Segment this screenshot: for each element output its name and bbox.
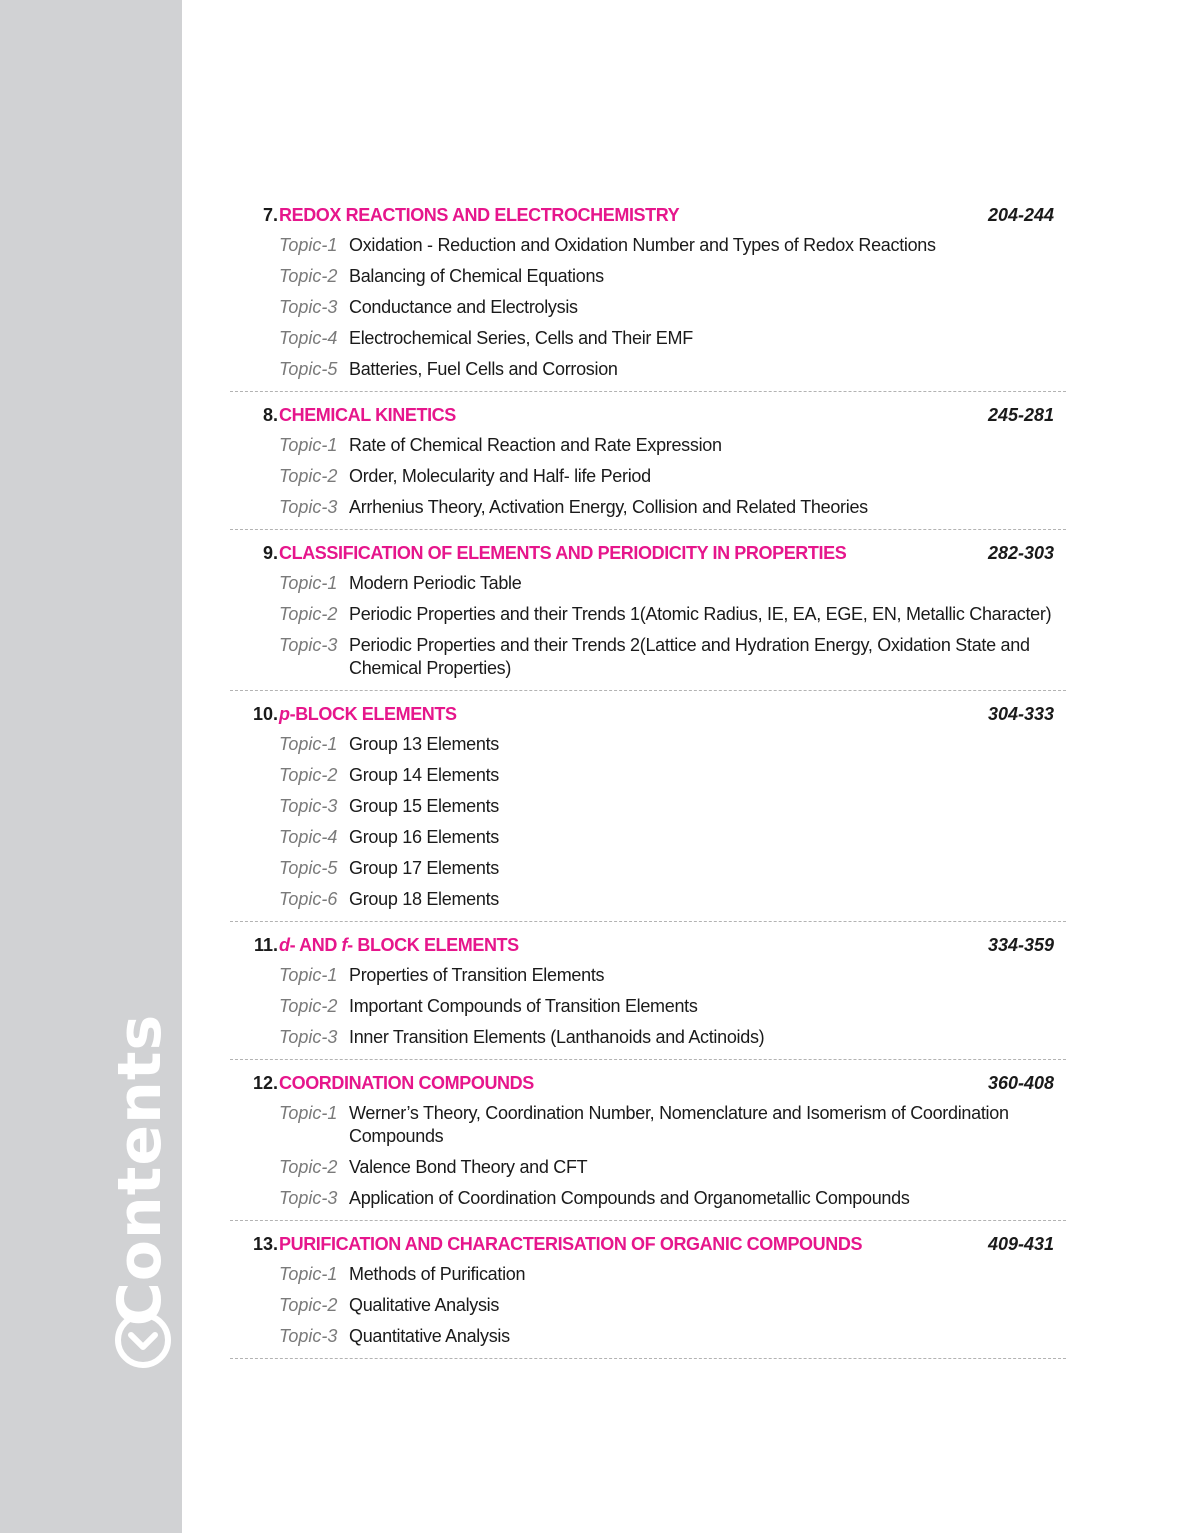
topic-label: Topic-6: [279, 889, 338, 909]
chapter-title-part: - AND: [289, 934, 342, 955]
chapter-number: 11.: [253, 934, 278, 955]
topic-label: Topic-1: [279, 1103, 338, 1123]
topic-text: Balancing of Chemical Equations: [349, 266, 604, 286]
chapter-number: 9.: [262, 542, 278, 563]
topic-row[interactable]: [230, 884, 1066, 915]
table-of-contents: [230, 200, 1066, 1359]
topic-label: Topic-1: [279, 235, 338, 255]
topic-label: Topic-4: [279, 328, 338, 348]
chapter-section: [230, 200, 1066, 392]
chapter-pages: 282-303: [987, 542, 1054, 563]
topic-label: Topic-3: [279, 297, 338, 317]
topic-text: Periodic Properties and their Trends 2(Lattice and Hydration Energy, Oxidation State and Chemical Properties): [349, 635, 1030, 678]
topic-label: Topic-3: [279, 1188, 338, 1208]
chapter-title-italic: p: [279, 703, 290, 724]
topic-text: Werner’s Theory, Coordination Number, Nomenclature and Isomerism of Coordination Compounds: [349, 1103, 1009, 1146]
topic-row[interactable]: [230, 1098, 1066, 1152]
topic-text: Quantitative Analysis: [349, 1326, 510, 1346]
topic-label: Topic-5: [279, 858, 338, 878]
topic-text: Batteries, Fuel Cells and Corrosion: [349, 359, 618, 379]
topic-text: Group 17 Elements: [349, 858, 499, 878]
topic-label: Topic-2: [279, 604, 338, 624]
topic-row[interactable]: [230, 599, 1066, 630]
topic-text: Group 15 Elements: [349, 796, 499, 816]
topic-label: Topic-4: [279, 827, 338, 847]
topic-label: Topic-2: [279, 266, 338, 286]
topic-text: Application of Coordination Compounds and Organometallic Compounds: [349, 1188, 910, 1208]
topic-row[interactable]: [230, 791, 1066, 822]
chapter-title: [279, 704, 457, 725]
topic-text: Inner Transition Elements (Lanthanoids and Actinoids): [349, 1027, 765, 1047]
chapter-pages: 204-244: [987, 204, 1054, 225]
topic-label: Topic-3: [279, 635, 338, 655]
chapter-heading[interactable]: [230, 538, 1066, 568]
topic-label: Topic-1: [279, 435, 338, 455]
chapter-title-text: CLASSIFICATION OF ELEMENTS AND PERIODICITY IN PROPERTIES: [279, 542, 847, 563]
chapter-section: [230, 530, 1066, 691]
chapter-title: [279, 543, 846, 564]
topic-label: Topic-3: [279, 1326, 338, 1346]
topic-label: Topic-1: [279, 734, 338, 754]
topic-text: Electrochemical Series, Cells and Their EMF: [349, 328, 693, 348]
topic-row[interactable]: [230, 230, 1066, 261]
chapter-number: 12.: [252, 1072, 278, 1093]
chapter-section: [230, 1060, 1066, 1221]
chapter-pages: 409-431: [987, 1233, 1054, 1254]
topic-row[interactable]: [230, 960, 1066, 991]
sidebar-title: Contents: [105, 1013, 175, 1327]
topic-label: Topic-1: [279, 573, 338, 593]
chapter-heading[interactable]: [230, 1229, 1066, 1259]
topic-text: Oxidation - Reduction and Oxidation Number and Types of Redox Reactions: [349, 235, 936, 255]
chapter-pages: 334-359: [987, 934, 1054, 955]
topic-row[interactable]: [230, 1022, 1066, 1053]
chapter-pages: 245-281: [987, 404, 1054, 425]
chapter-heading[interactable]: [230, 400, 1066, 430]
chapter-title-text: COORDINATION COMPOUNDS: [279, 1072, 534, 1093]
topic-row[interactable]: [230, 1152, 1066, 1183]
chapter-title: [279, 935, 519, 956]
chapter-title-part: - BLOCK ELEMENTS: [347, 934, 519, 955]
chapter-section: [230, 691, 1066, 922]
chapter-heading[interactable]: [230, 699, 1066, 729]
topic-text: Group 16 Elements: [349, 827, 499, 847]
topic-row[interactable]: [230, 1290, 1066, 1321]
chapter-pages: 304-333: [987, 703, 1054, 724]
sidebar: [0, 0, 182, 1533]
topic-text: Group 18 Elements: [349, 889, 499, 909]
chapter-section: [230, 1221, 1066, 1359]
topic-row[interactable]: [230, 323, 1066, 354]
chapter-heading[interactable]: [230, 930, 1066, 960]
topic-label: Topic-2: [279, 466, 338, 486]
topic-label: Topic-2: [279, 996, 338, 1016]
topic-row[interactable]: [230, 492, 1066, 523]
chapter-pages: 360-408: [987, 1072, 1054, 1093]
topic-label: Topic-5: [279, 359, 338, 379]
topic-text: Rate of Chemical Reaction and Rate Expression: [349, 435, 722, 455]
chapter-heading[interactable]: [230, 200, 1066, 230]
chapter-title: [279, 205, 679, 226]
topic-label: Topic-2: [279, 1295, 338, 1315]
topic-text: Properties of Transition Elements: [349, 965, 605, 985]
chapter-section: [230, 392, 1066, 530]
topic-text: Group 14 Elements: [349, 765, 499, 785]
topic-row[interactable]: [230, 461, 1066, 492]
topic-text: Methods of Purification: [349, 1264, 526, 1284]
topic-label: Topic-3: [279, 796, 338, 816]
chapter-title: [279, 1073, 534, 1094]
topic-row[interactable]: [230, 991, 1066, 1022]
topic-label: Topic-1: [279, 1264, 338, 1284]
topic-label: Topic-2: [279, 765, 338, 785]
chapter-number: 10.: [252, 703, 278, 724]
topic-text: Important Compounds of Transition Elements: [349, 996, 698, 1016]
topic-label: Topic-1: [279, 965, 338, 985]
topic-row[interactable]: [230, 354, 1066, 385]
topic-label: Topic-3: [279, 497, 338, 517]
topic-row[interactable]: [230, 1183, 1066, 1214]
chapter-title-text: -BLOCK ELEMENTS: [289, 703, 457, 724]
chapter-title-part: d: [279, 934, 290, 955]
topic-label: Topic-3: [279, 1027, 338, 1047]
topic-row[interactable]: [230, 430, 1066, 461]
chapter-title: [279, 1234, 862, 1255]
topic-row[interactable]: [230, 729, 1066, 760]
topic-row[interactable]: [230, 853, 1066, 884]
topic-row[interactable]: [230, 822, 1066, 853]
topic-text: Group 13 Elements: [349, 734, 499, 754]
topic-label: Topic-2: [279, 1157, 338, 1177]
topic-row[interactable]: [230, 630, 1066, 684]
chapter-number: 7.: [262, 204, 278, 225]
chapter-title: [279, 405, 456, 426]
topic-text: Arrhenius Theory, Activation Energy, Collision and Related Theories: [349, 497, 868, 517]
chapter-heading[interactable]: [230, 1068, 1066, 1098]
topic-text: Qualitative Analysis: [349, 1295, 500, 1315]
topic-text: Conductance and Electrolysis: [349, 297, 578, 317]
chapter-title-text: PURIFICATION AND CHARACTERISATION OF ORGANIC COMPOUNDS: [279, 1233, 863, 1254]
topic-text: Order, Molecularity and Half- life Period: [349, 466, 651, 486]
topic-text: Valence Bond Theory and CFT: [349, 1157, 588, 1177]
chapter-section: [230, 922, 1066, 1060]
chapter-title-text: REDOX REACTIONS AND ELECTROCHEMISTRY: [279, 204, 680, 225]
topic-row[interactable]: [230, 261, 1066, 292]
topic-row[interactable]: [230, 568, 1066, 599]
topic-text: Modern Periodic Table: [349, 573, 522, 593]
chapter-title-part: f: [341, 934, 348, 955]
chapter-title-text: CHEMICAL KINETICS: [279, 404, 456, 425]
chapter-number: 8.: [262, 404, 278, 425]
topic-row[interactable]: [230, 1321, 1066, 1352]
topic-text: Periodic Properties and their Trends 1(Atomic Radius, IE, EA, EGE, EN, Metallic Character): [349, 604, 1052, 624]
topic-row[interactable]: [230, 292, 1066, 323]
chapter-number: 13.: [252, 1233, 278, 1254]
topic-row[interactable]: [230, 1259, 1066, 1290]
chevron-down-circle-icon: [114, 1311, 172, 1369]
topic-row[interactable]: [230, 760, 1066, 791]
